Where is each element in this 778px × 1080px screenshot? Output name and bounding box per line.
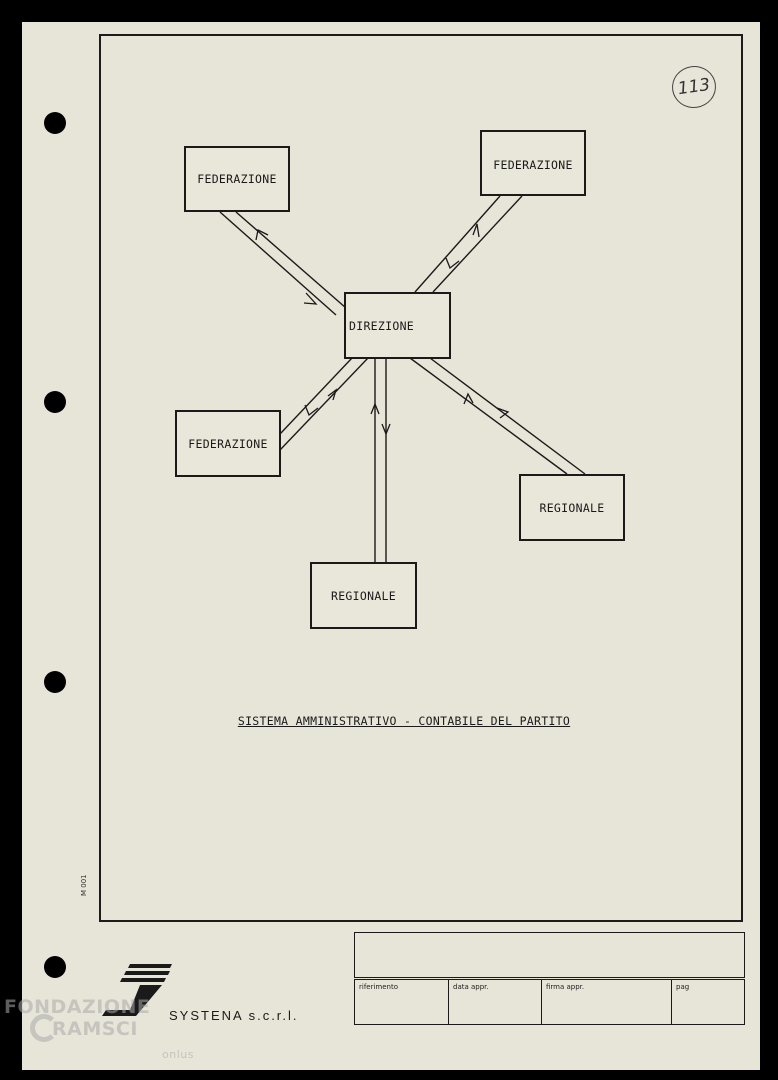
watermark-line-1: FONDAZIONE xyxy=(4,996,151,1018)
field-pag: pag xyxy=(671,980,744,1024)
connector-diagram xyxy=(22,22,760,1070)
company-name: SYSTENA s.c.r.l. xyxy=(169,1008,299,1023)
regionale-box-bottom: REGIONALE xyxy=(310,562,417,629)
watermark-line-3: onlus xyxy=(162,1048,194,1061)
form-code: M 001 xyxy=(80,874,88,896)
regionale-box-right: REGIONALE xyxy=(519,474,625,541)
connector-fed2-line-a xyxy=(415,196,500,292)
page-number-stamp: 113 xyxy=(669,63,718,111)
connector-reg2-line-b xyxy=(430,358,585,474)
federazione-box-left: FEDERAZIONE xyxy=(175,410,281,477)
federazione-box-top-left: FEDERAZIONE xyxy=(184,146,290,212)
document-sheet xyxy=(22,22,760,1070)
connector-fed1-line-b xyxy=(236,212,346,308)
connector-fed2-line-b xyxy=(433,196,522,292)
arrow-fed1-in xyxy=(304,293,316,304)
direzione-box: DIREZIONE xyxy=(344,292,451,359)
watermark-line-2: RAMSCI xyxy=(52,1018,138,1040)
diagram-caption: SISTEMA AMMINISTRATIVO - CONTABILE DEL PARTITO xyxy=(237,714,571,728)
title-block-box xyxy=(354,932,745,978)
approval-table xyxy=(354,979,745,1025)
connector-reg2-line-a xyxy=(410,358,567,474)
field-riferimento: riferimento xyxy=(359,983,399,991)
field-data-appr: data appr. xyxy=(448,980,541,1024)
federazione-box-top-right: FEDERAZIONE xyxy=(480,130,586,196)
field-firma-appr: firma appr. xyxy=(541,980,671,1024)
connector-fed3-line-a xyxy=(280,358,352,434)
connector-fed1-line-a xyxy=(220,212,336,315)
arrow-reg2-out xyxy=(464,394,473,404)
connector-fed3-line-b xyxy=(280,358,368,450)
